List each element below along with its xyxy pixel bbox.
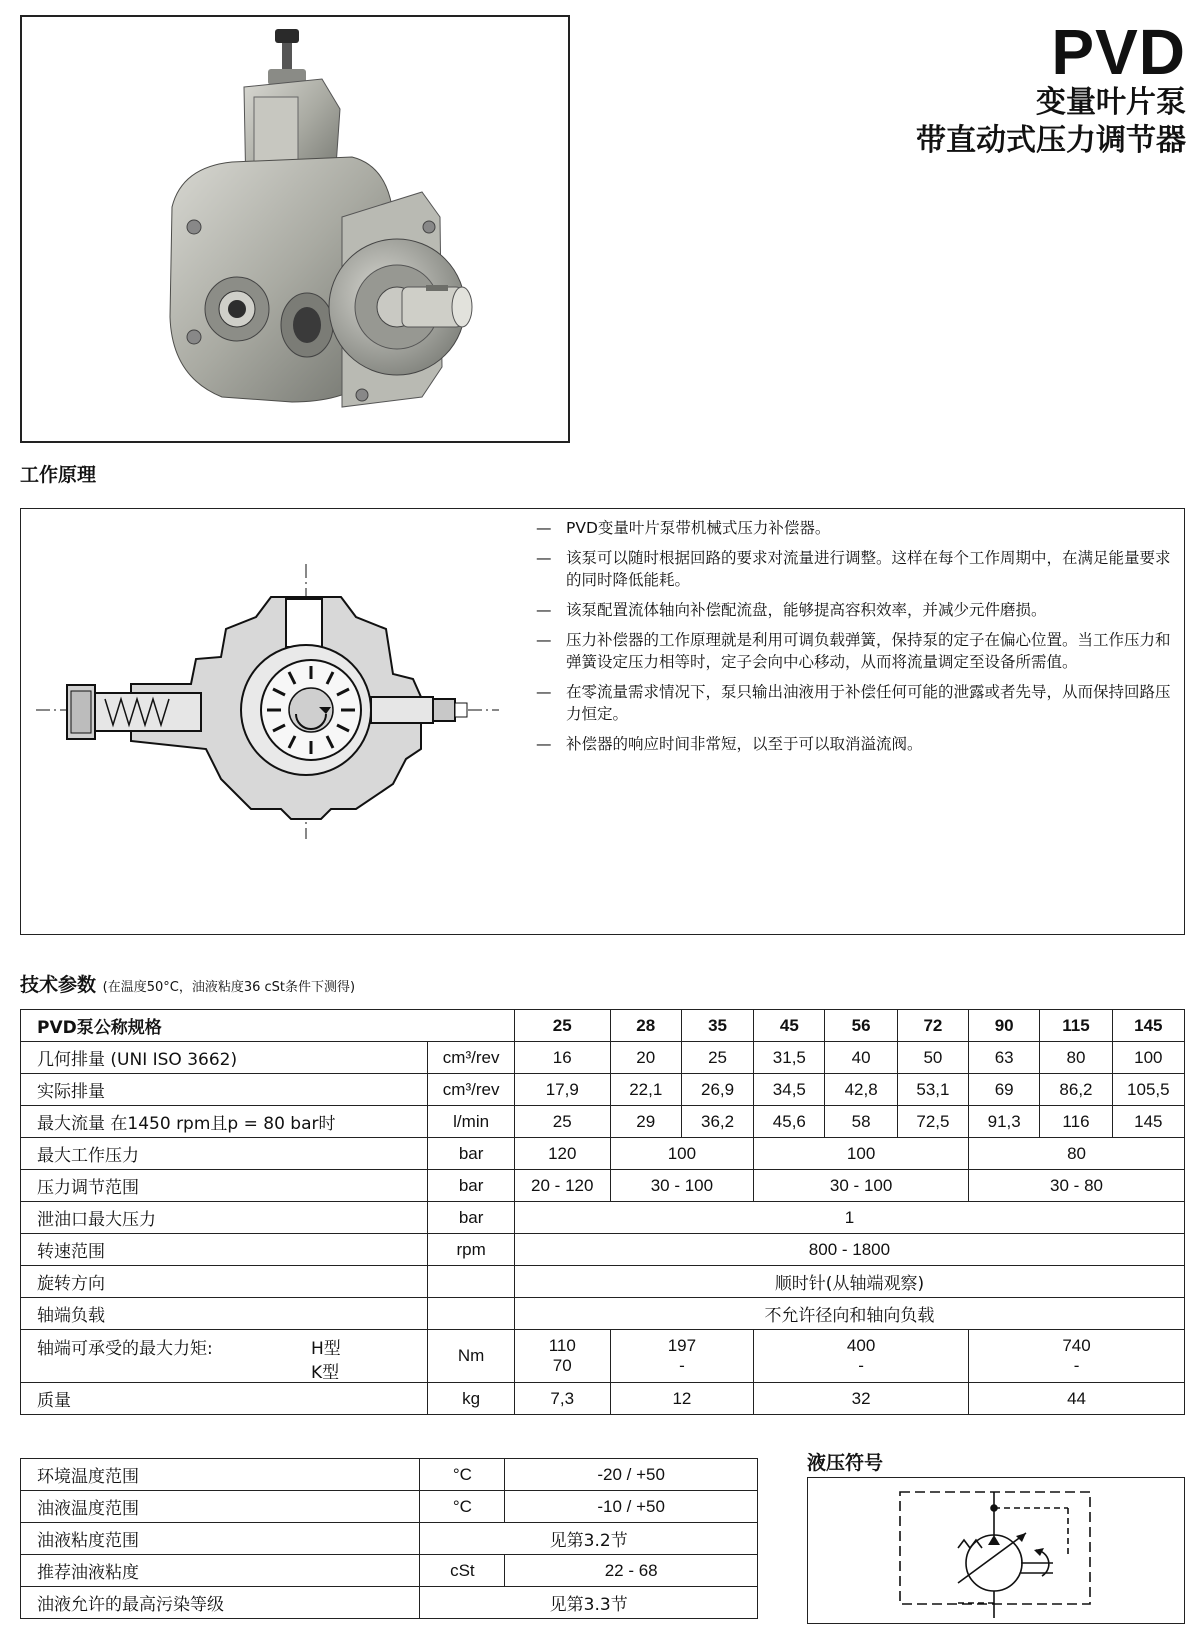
table-row (21, 1266, 1185, 1298)
principle-item: — 该泵可以随时根据回路的要求对流量进行调整。这样在每个工作周期中，在满足能量要求的同时降低能耗。 (536, 547, 1171, 591)
row-label: 环境温度范围 (21, 1459, 420, 1491)
table-row (21, 1074, 1185, 1106)
cell: 1 (514, 1202, 1184, 1234)
cell: 100 (754, 1138, 969, 1170)
specs-heading-text: 技术参数 (20, 974, 97, 996)
row-label (21, 1330, 428, 1383)
cell: 16 (514, 1042, 610, 1074)
row-unit: bar (428, 1202, 515, 1234)
row-label: 实际排量 (21, 1074, 428, 1106)
cell: 800 - 1800 (514, 1234, 1184, 1266)
table-row (21, 1491, 758, 1523)
table-row (21, 1587, 758, 1619)
cell: 80 (1040, 1042, 1112, 1074)
cell: 34,5 (754, 1074, 825, 1106)
principle-item: — PVD变量叶片泵带机械式压力补偿器。 (536, 517, 1171, 539)
principle-item: — 该泵配置流体轴向补偿配流盘，能够提高容积效率，并减少元件磨损。 (536, 599, 1171, 621)
cell: 63 (969, 1042, 1040, 1074)
size-35: 35 (681, 1010, 753, 1042)
cell: 20 (610, 1042, 681, 1074)
cell: 25 (514, 1106, 610, 1138)
pump-cross-section-diagram (21, 509, 521, 934)
torque-h-label: H型 (311, 1339, 341, 1359)
cell: 86,2 (1040, 1074, 1112, 1106)
cell: 91,3 (969, 1106, 1040, 1138)
table-row (21, 1202, 1185, 1234)
row-label: 油液允许的最高污染等级 (21, 1587, 420, 1619)
cell: 145 (1112, 1106, 1184, 1138)
cell: 100 (610, 1138, 754, 1170)
cell: 69 (969, 1074, 1040, 1106)
table-row (21, 1330, 1185, 1383)
size-56: 56 (825, 1010, 897, 1042)
size-28: 28 (610, 1010, 681, 1042)
table-row (21, 1459, 758, 1491)
document-title (916, 16, 1186, 160)
row-unit: Nm (428, 1330, 515, 1383)
cell: 12 (610, 1383, 754, 1415)
row-unit (428, 1298, 515, 1330)
specs-heading (20, 970, 355, 997)
principle-heading: 工作原理 (20, 464, 97, 486)
principle-item: — 压力补偿器的工作原理就是利用可调负载弹簧，保持泵的定子在偏心位置。当工作压力和弹簧设定压力相等时，定子会向中心移动，从而将流量调定至设备所需值。 (536, 629, 1171, 673)
table-row (21, 1555, 758, 1587)
row-unit: bar (428, 1170, 515, 1202)
cell: -10 / +50 (505, 1491, 758, 1523)
cell-h: 740 (1062, 1336, 1091, 1355)
operating-conditions-table (20, 1458, 758, 1619)
cell: 120 (514, 1138, 610, 1170)
table-row (21, 1298, 1185, 1330)
principle-item: — 补偿器的响应时间非常短，以至于可以取消溢流阀。 (536, 733, 1171, 755)
cell: 105,5 (1112, 1074, 1184, 1106)
cell: 30 - 80 (969, 1170, 1185, 1202)
cell-k: 70 (552, 1356, 572, 1375)
row-label: 压力调节范围 (21, 1170, 428, 1202)
cell: 22,1 (610, 1074, 681, 1106)
cell: -20 / +50 (505, 1459, 758, 1491)
cell: 72,5 (897, 1106, 968, 1138)
table-row (21, 1383, 1185, 1415)
cell (754, 1330, 969, 1383)
row-label: 油液温度范围 (21, 1491, 420, 1523)
product-photo-frame (20, 15, 570, 443)
row-unit: °C (420, 1491, 505, 1523)
cell: 20 - 120 (514, 1170, 610, 1202)
row-label: 旋转方向 (21, 1266, 428, 1298)
cell: 30 - 100 (610, 1170, 754, 1202)
cell: 36,2 (681, 1106, 753, 1138)
cell (610, 1330, 754, 1383)
cell: 44 (969, 1383, 1185, 1415)
size-115: 115 (1040, 1010, 1112, 1042)
cell: 顺时针(从轴端观察) (514, 1266, 1184, 1298)
row-unit: °C (420, 1459, 505, 1491)
row-label: 质量 (21, 1383, 428, 1415)
row-unit: cSt (420, 1555, 505, 1587)
cell (514, 1330, 610, 1383)
table-row (21, 1042, 1185, 1074)
model-name: PVD (1051, 16, 1186, 88)
row-label: 最大流量 在1450 rpm且p = 80 bar时 (21, 1106, 428, 1138)
cell: 26,9 (681, 1074, 753, 1106)
cell: 50 (897, 1042, 968, 1074)
row-label: 推荐油液粘度 (21, 1555, 420, 1587)
cell: 25 (681, 1042, 753, 1074)
hydraulic-symbol-icon (808, 1478, 1184, 1623)
cell: 不允许径向和轴向负载 (514, 1298, 1184, 1330)
size-label: PVD泵公称规格 (21, 1010, 515, 1042)
row-label: 泄油口最大压力 (21, 1202, 428, 1234)
table-row (21, 1106, 1185, 1138)
cell: 42,8 (825, 1074, 897, 1106)
row-label: 几何排量 (UNI ISO 3662) (21, 1042, 428, 1074)
row-unit: bar (428, 1138, 515, 1170)
cell-k: - (1073, 1356, 1080, 1375)
cell: 58 (825, 1106, 897, 1138)
table-row (21, 1170, 1185, 1202)
subtitle-line-2: 带直动式压力调节器 (916, 123, 1186, 158)
table-row (21, 1523, 758, 1555)
cell: 116 (1040, 1106, 1112, 1138)
table-row (21, 1138, 1185, 1170)
cell: 80 (969, 1138, 1185, 1170)
row-unit: l/min (428, 1106, 515, 1138)
cell: 45,6 (754, 1106, 825, 1138)
cell: 17,9 (514, 1074, 610, 1106)
row-label: 轴端负载 (21, 1298, 428, 1330)
cell-h: 197 (667, 1336, 697, 1355)
cell (969, 1330, 1185, 1383)
size-145: 145 (1112, 1010, 1184, 1042)
cell: 见第3.3节 (420, 1587, 758, 1619)
row-unit: cm³/rev (428, 1042, 515, 1074)
size-25: 25 (514, 1010, 610, 1042)
subtitle-line-1: 变量叶片泵 (1036, 85, 1186, 120)
size-72: 72 (897, 1010, 968, 1042)
size-45: 45 (754, 1010, 825, 1042)
cell-h: 400 (846, 1336, 876, 1355)
row-unit: rpm (428, 1234, 515, 1266)
cell: 见第3.2节 (420, 1523, 758, 1555)
cell-k: - (858, 1356, 864, 1375)
specs-table (20, 1009, 1185, 1415)
cell: 7,3 (514, 1383, 610, 1415)
torque-label: 轴端可承受的最大力矩: (37, 1339, 213, 1359)
principle-box (20, 508, 1185, 935)
cell: 29 (610, 1106, 681, 1138)
cell: 30 - 100 (754, 1170, 969, 1202)
row-label: 转速范围 (21, 1234, 428, 1266)
torque-k-label: K型 (311, 1363, 340, 1383)
vane-pump-photo-icon (22, 17, 568, 441)
cell-k: - (679, 1356, 685, 1375)
cell: 53,1 (897, 1074, 968, 1106)
principle-item: — 在零流量需求情况下，泵只输出油液用于补偿任何可能的泄露或者先导，从而保持回路压力恒定。 (536, 681, 1171, 725)
table-row (21, 1234, 1185, 1266)
cell-h: 110 (548, 1336, 576, 1355)
principle-list (536, 517, 1171, 763)
hydraulic-symbol-box (807, 1477, 1185, 1624)
cell: 100 (1112, 1042, 1184, 1074)
row-unit (428, 1266, 515, 1298)
row-label: 油液粘度范围 (21, 1523, 420, 1555)
specs-note: (在温度50°C，油液粘度36 cSt条件下测得) (102, 980, 356, 995)
cell: 31,5 (754, 1042, 825, 1074)
row-label: 最大工作压力 (21, 1138, 428, 1170)
row-unit: kg (428, 1383, 515, 1415)
cell: 32 (754, 1383, 969, 1415)
hydraulic-symbol-heading: 液压符号 (807, 1452, 884, 1474)
cell: 22 - 68 (505, 1555, 758, 1587)
table-row (21, 1010, 1185, 1042)
row-unit: cm³/rev (428, 1074, 515, 1106)
cell: 40 (825, 1042, 897, 1074)
size-90: 90 (969, 1010, 1040, 1042)
